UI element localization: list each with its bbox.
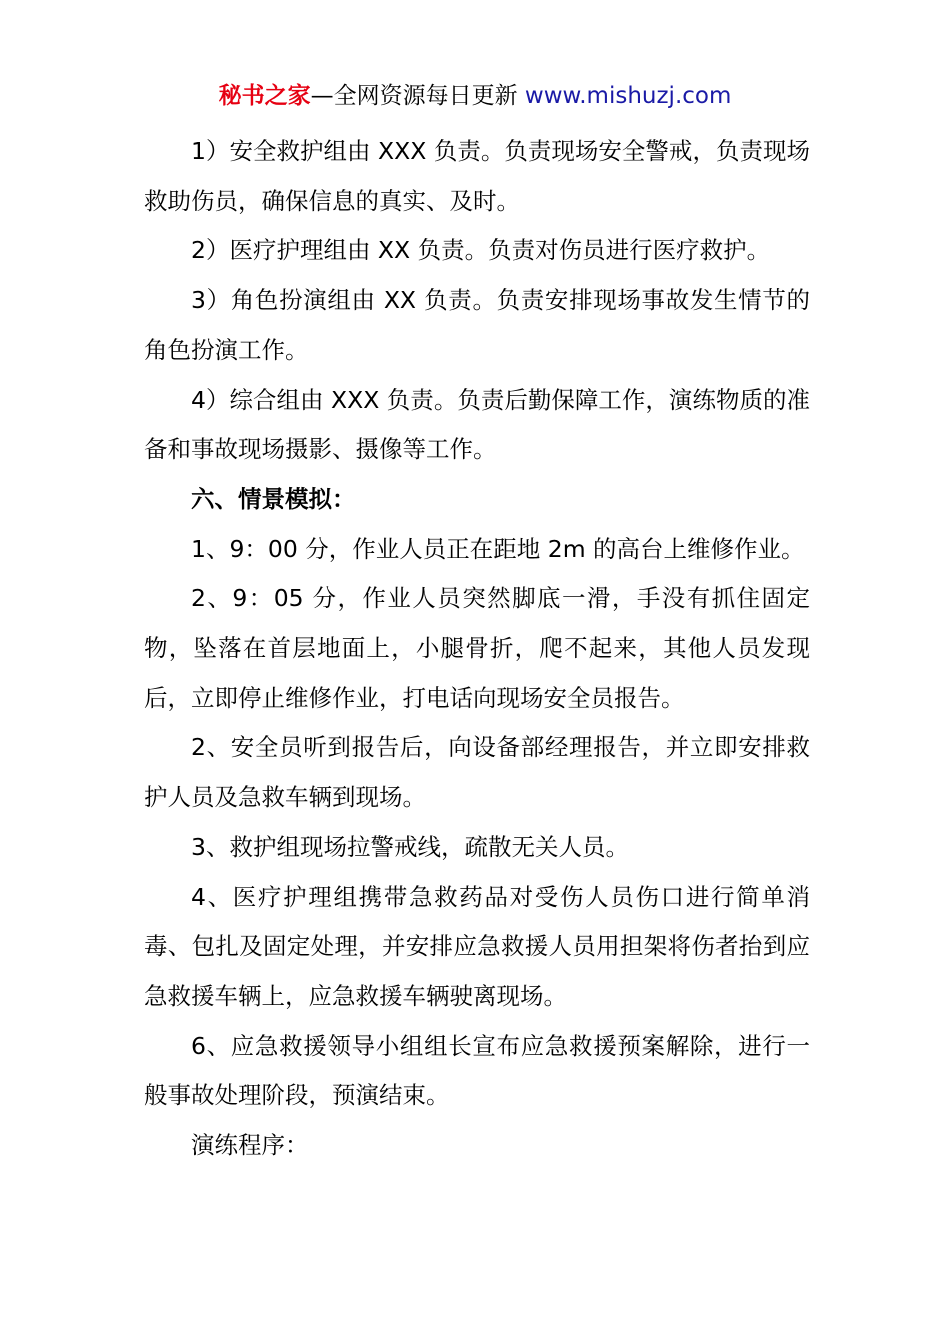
paragraph-general-group: 4）综合组由 XXX 负责。负责后勤保障工作，演练物质的准备和事故现场摄影、摄像等工作。 <box>144 385 810 464</box>
paragraph-safety-rescue-group: 1）安全救护组由 XXX 负责。负责现场安全警戒，负责现场救助伤员，确保信息的真实、及时。 <box>144 137 810 215</box>
paragraph-scenario-step: 1、9：00 分，作业人员正在距地 2m 的高台上维修作业。 <box>191 534 805 563</box>
paragraph-scenario-step: 4、医疗护理组携带急救药品对受伤人员伤口进行简单消毒、包扎及固定处理，并安排应急救援人员用担架将伤者抬到应急救援车辆上，应急救援车辆驶离现场。 <box>144 882 810 1010</box>
paragraph-medical-care-group: 2）医疗护理组由 XX 负责。负责对伤员进行医疗救护。 <box>191 236 771 265</box>
page-header <box>0 80 950 112</box>
paragraph-role-play-group: 3）角色扮演组由 XX 负责。负责安排现场事故发生情节的角色扮演工作。 <box>144 286 810 364</box>
header-tagline: —全网资源每日更新 <box>310 83 525 109</box>
brand-name: 秘书之家 <box>218 83 311 109</box>
paragraph-scenario-step: 2、安全员听到报告后，向设备部经理报告，并立即安排救护人员及急救车辆到现场。 <box>144 733 810 812</box>
paragraph-drill-procedure: 演练程序： <box>191 1131 309 1160</box>
section-heading-scenario: 六、情景模拟： <box>191 484 356 513</box>
paragraph-scenario-step: 2、9：05 分，作业人员突然脚底一滑，手没有抓住固定物，坠落在首层地面上，小腿骨折，爬不起来，其他人员发现后，立即停止维修作业，打电话向现场安全员报告。 <box>144 584 810 712</box>
paragraph-scenario-step: 3、救护组现场拉警戒线，疏散无关人员。 <box>191 832 629 861</box>
document-body <box>144 127 810 1171</box>
paragraph-scenario-step: 6、应急救援领导小组组长宣布应急救援预案解除，进行一般事故处理阶段，预演结束。 <box>144 1031 810 1110</box>
header-url-link[interactable]: www.mishuzj.com <box>524 83 732 109</box>
